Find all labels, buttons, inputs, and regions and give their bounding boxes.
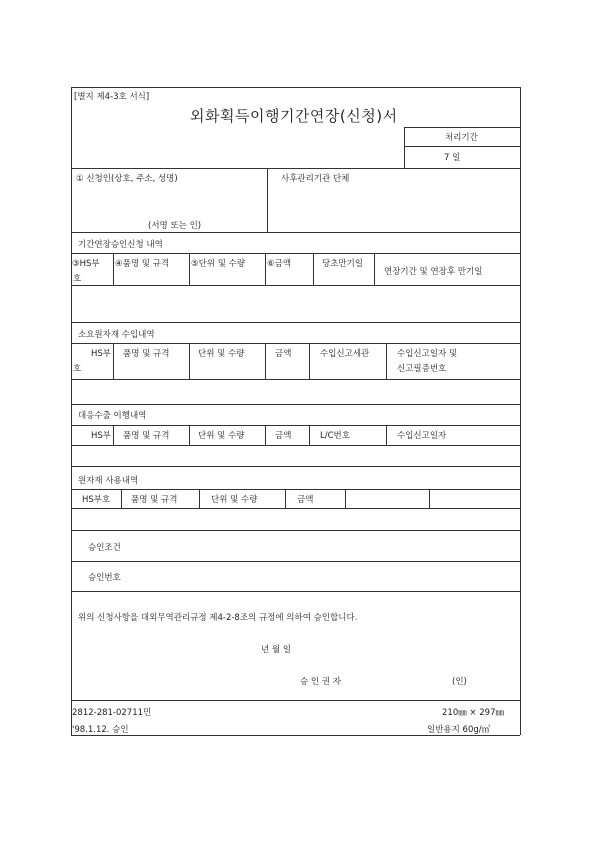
paper-size: 210㎜ × 297㎜ bbox=[442, 708, 504, 718]
import-data-row[interactable] bbox=[74, 382, 516, 402]
export-col-unit-qty: 단위 및 수량 bbox=[198, 431, 245, 441]
form-annex-label: [별지 제4-3호 서식] bbox=[74, 92, 150, 102]
import-col-unit-qty: 단위 및 수량 bbox=[198, 349, 245, 359]
approval-number-label: 승인번호 bbox=[88, 573, 121, 583]
export-col-lc-number: L/C번호 bbox=[320, 431, 350, 441]
export-section-title: 대응수출 이행내역 bbox=[78, 411, 147, 421]
import-col-hs: HS부 bbox=[91, 349, 111, 359]
extension-col-unit-qty: ⑤단위 및 수량 bbox=[191, 259, 246, 269]
extension-col-extended-expiry: 연장기간 및 연장후 만기일 bbox=[384, 267, 483, 277]
import-section-title: 소요원자재 수입내역 bbox=[78, 330, 155, 340]
usage-section-title: 원자재 사용내역 bbox=[78, 476, 139, 486]
approval-authority-label: 승 인 권 자 bbox=[300, 677, 341, 687]
signature-label: (서명 또는 인) bbox=[148, 221, 202, 231]
usage-col-item: 품명 및 규격 bbox=[131, 495, 178, 505]
extension-data-row[interactable] bbox=[74, 288, 516, 318]
form-title: 외화획득이행기간연장(신청)서 bbox=[190, 107, 398, 125]
extension-col-original-expiry: 당초만기일 bbox=[322, 259, 364, 269]
export-data-row[interactable] bbox=[74, 448, 516, 464]
post-management-input-area[interactable] bbox=[272, 186, 516, 228]
export-col-date: 수입신고일자 bbox=[397, 431, 447, 441]
usage-col-unit-qty: 단위 및 수량 bbox=[211, 495, 258, 505]
processing-period-label: 처리기간 bbox=[445, 133, 478, 143]
import-col-hs-cont: 호 bbox=[73, 364, 82, 374]
applicant-label: ① 신청인(상호, 주소, 성명) bbox=[76, 174, 178, 184]
extension-col-hs-cont: 호 bbox=[73, 274, 82, 284]
export-col-hs: HS부 bbox=[91, 431, 111, 441]
import-col-declaration-date: 수입신고일자 및 bbox=[397, 349, 458, 359]
usage-data-row[interactable] bbox=[74, 511, 516, 528]
import-col-declaration-no: 신고필증번호 bbox=[397, 364, 447, 374]
extension-col-hs: ③HS부 bbox=[72, 259, 100, 269]
export-col-amount: 금액 bbox=[275, 431, 292, 441]
post-management-label: 사후관리기관 단체 bbox=[281, 174, 350, 184]
import-col-customs: 수입신고세관 bbox=[320, 349, 370, 359]
approval-statement: 위의 신청사항을 대외무역관리규정 제4-2-8조의 규정에 의하여 승인합니다. bbox=[78, 613, 358, 623]
paper-type: 일반용지 60g/㎡ bbox=[427, 725, 491, 735]
extension-section-title: 기간연장승인신청 내역 bbox=[78, 240, 163, 250]
extension-col-amount: ⑥금액 bbox=[267, 259, 292, 269]
seal-mark: (인) bbox=[452, 677, 467, 687]
import-col-item: 품명 및 규격 bbox=[123, 349, 170, 359]
processing-period-value: 7 일 bbox=[444, 153, 461, 163]
approval-condition-label: 승인조건 bbox=[88, 543, 121, 553]
usage-col-hs: HS부호 bbox=[82, 495, 111, 505]
approval-date-note: '98.1.12. 승인 bbox=[72, 725, 129, 735]
approval-date: 년 월 일 bbox=[261, 645, 292, 655]
export-col-item: 품명 및 규격 bbox=[123, 431, 170, 441]
import-col-amount: 금액 bbox=[275, 349, 292, 359]
form-code: 2812-281-02711민 bbox=[72, 708, 152, 718]
usage-col-amount: 금액 bbox=[297, 495, 314, 505]
extension-col-item: ④품명 및 규격 bbox=[115, 259, 170, 269]
applicant-input-area[interactable] bbox=[76, 186, 262, 214]
